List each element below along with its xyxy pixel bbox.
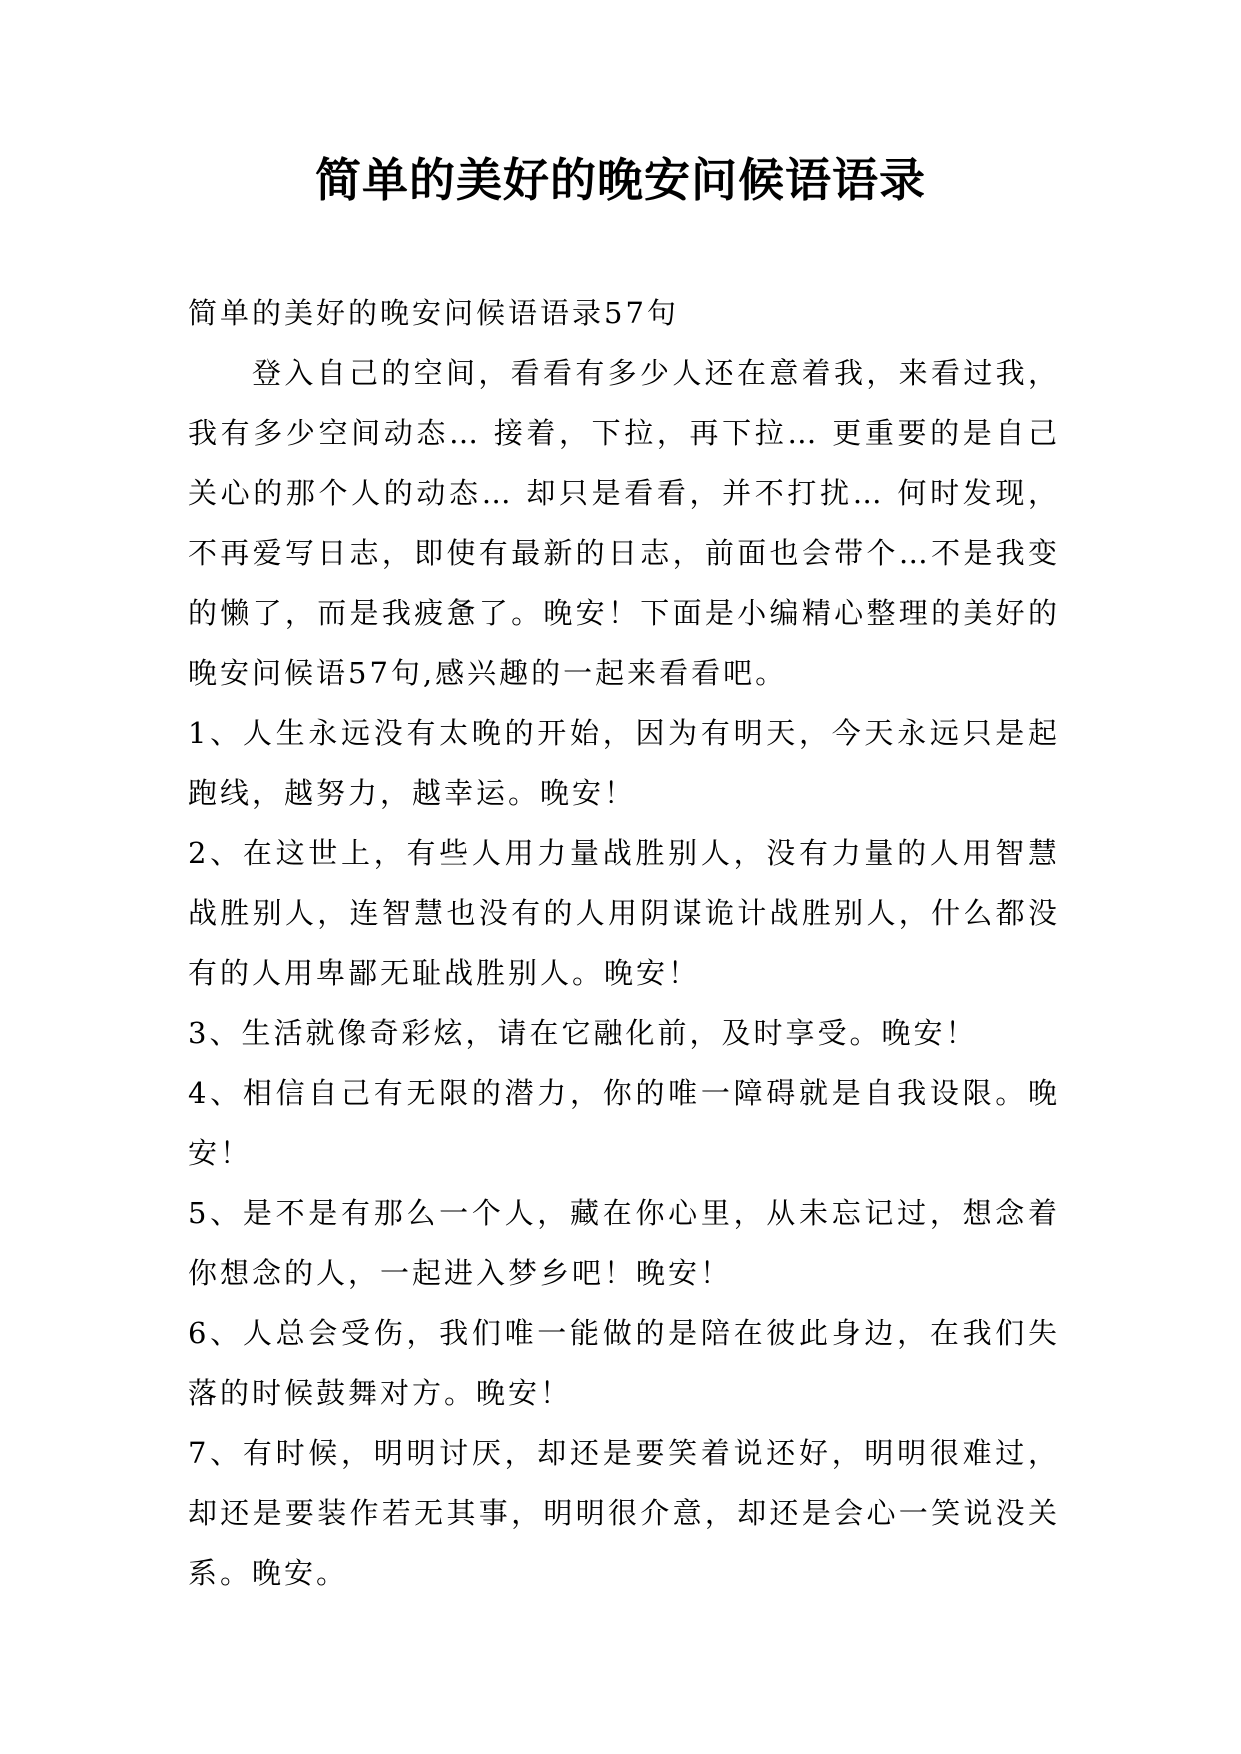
document-title: 简单的美好的晚安问候语语录	[315, 153, 926, 207]
list-item: 4、相信自己有无限的潜力，你的唯一障碍就是自我设限。晚安！	[188, 1076, 1060, 1170]
document-body	[188, 283, 1060, 1603]
list-item: 3、生活就像奇彩炫，请在它融化前，及时享受。晚安！	[188, 1016, 978, 1050]
list-item: 5、是不是有那么一个人，藏在你心里，从未忘记过，想念着你想念的人，一起进入梦乡吧！晚安！	[188, 1196, 1060, 1290]
list-item: 1、人生永远没有太晚的开始，因为有明天，今天永远只是起跑线，越努力，越幸运。晚安！	[188, 716, 1060, 810]
list-item: 7、有时候，明明讨厌，却还是要笑着说还好，明明很难过，却还是要装作若无其事，明明很介意，却还是会心一笑说没关系。晚安。	[188, 1436, 1060, 1590]
list-item: 6、人总会受伤，我们唯一能做的是陪在彼此身边，在我们失落的时候鼓舞对方。晚安！	[188, 1316, 1060, 1410]
intro-paragraph: 登入自己的空间，看看有多少人还在意着我，来看过我，我有多少空间动态… 接着，下拉，再下拉… 更重要的是自己关心的那个人的动态… 却只是看看，并不打扰… 何时发现，不再爱写日志，即使有最新的日志，前面也会带个…不是我变的懒了，而是我疲惫了。晚安！下面是小编精心整理的美好的晚安问候语57句,感兴趣的一起来看看吧。	[188, 356, 1060, 690]
list-item: 2、在这世上，有些人用力量战胜别人，没有力量的人用智慧战胜别人，连智慧也没有的人用阴谋诡计战胜别人，什么都没有的人用卑鄙无耻战胜别人。晚安！	[188, 836, 1060, 990]
document-subtitle: 简单的美好的晚安问候语语录57句	[188, 296, 679, 330]
